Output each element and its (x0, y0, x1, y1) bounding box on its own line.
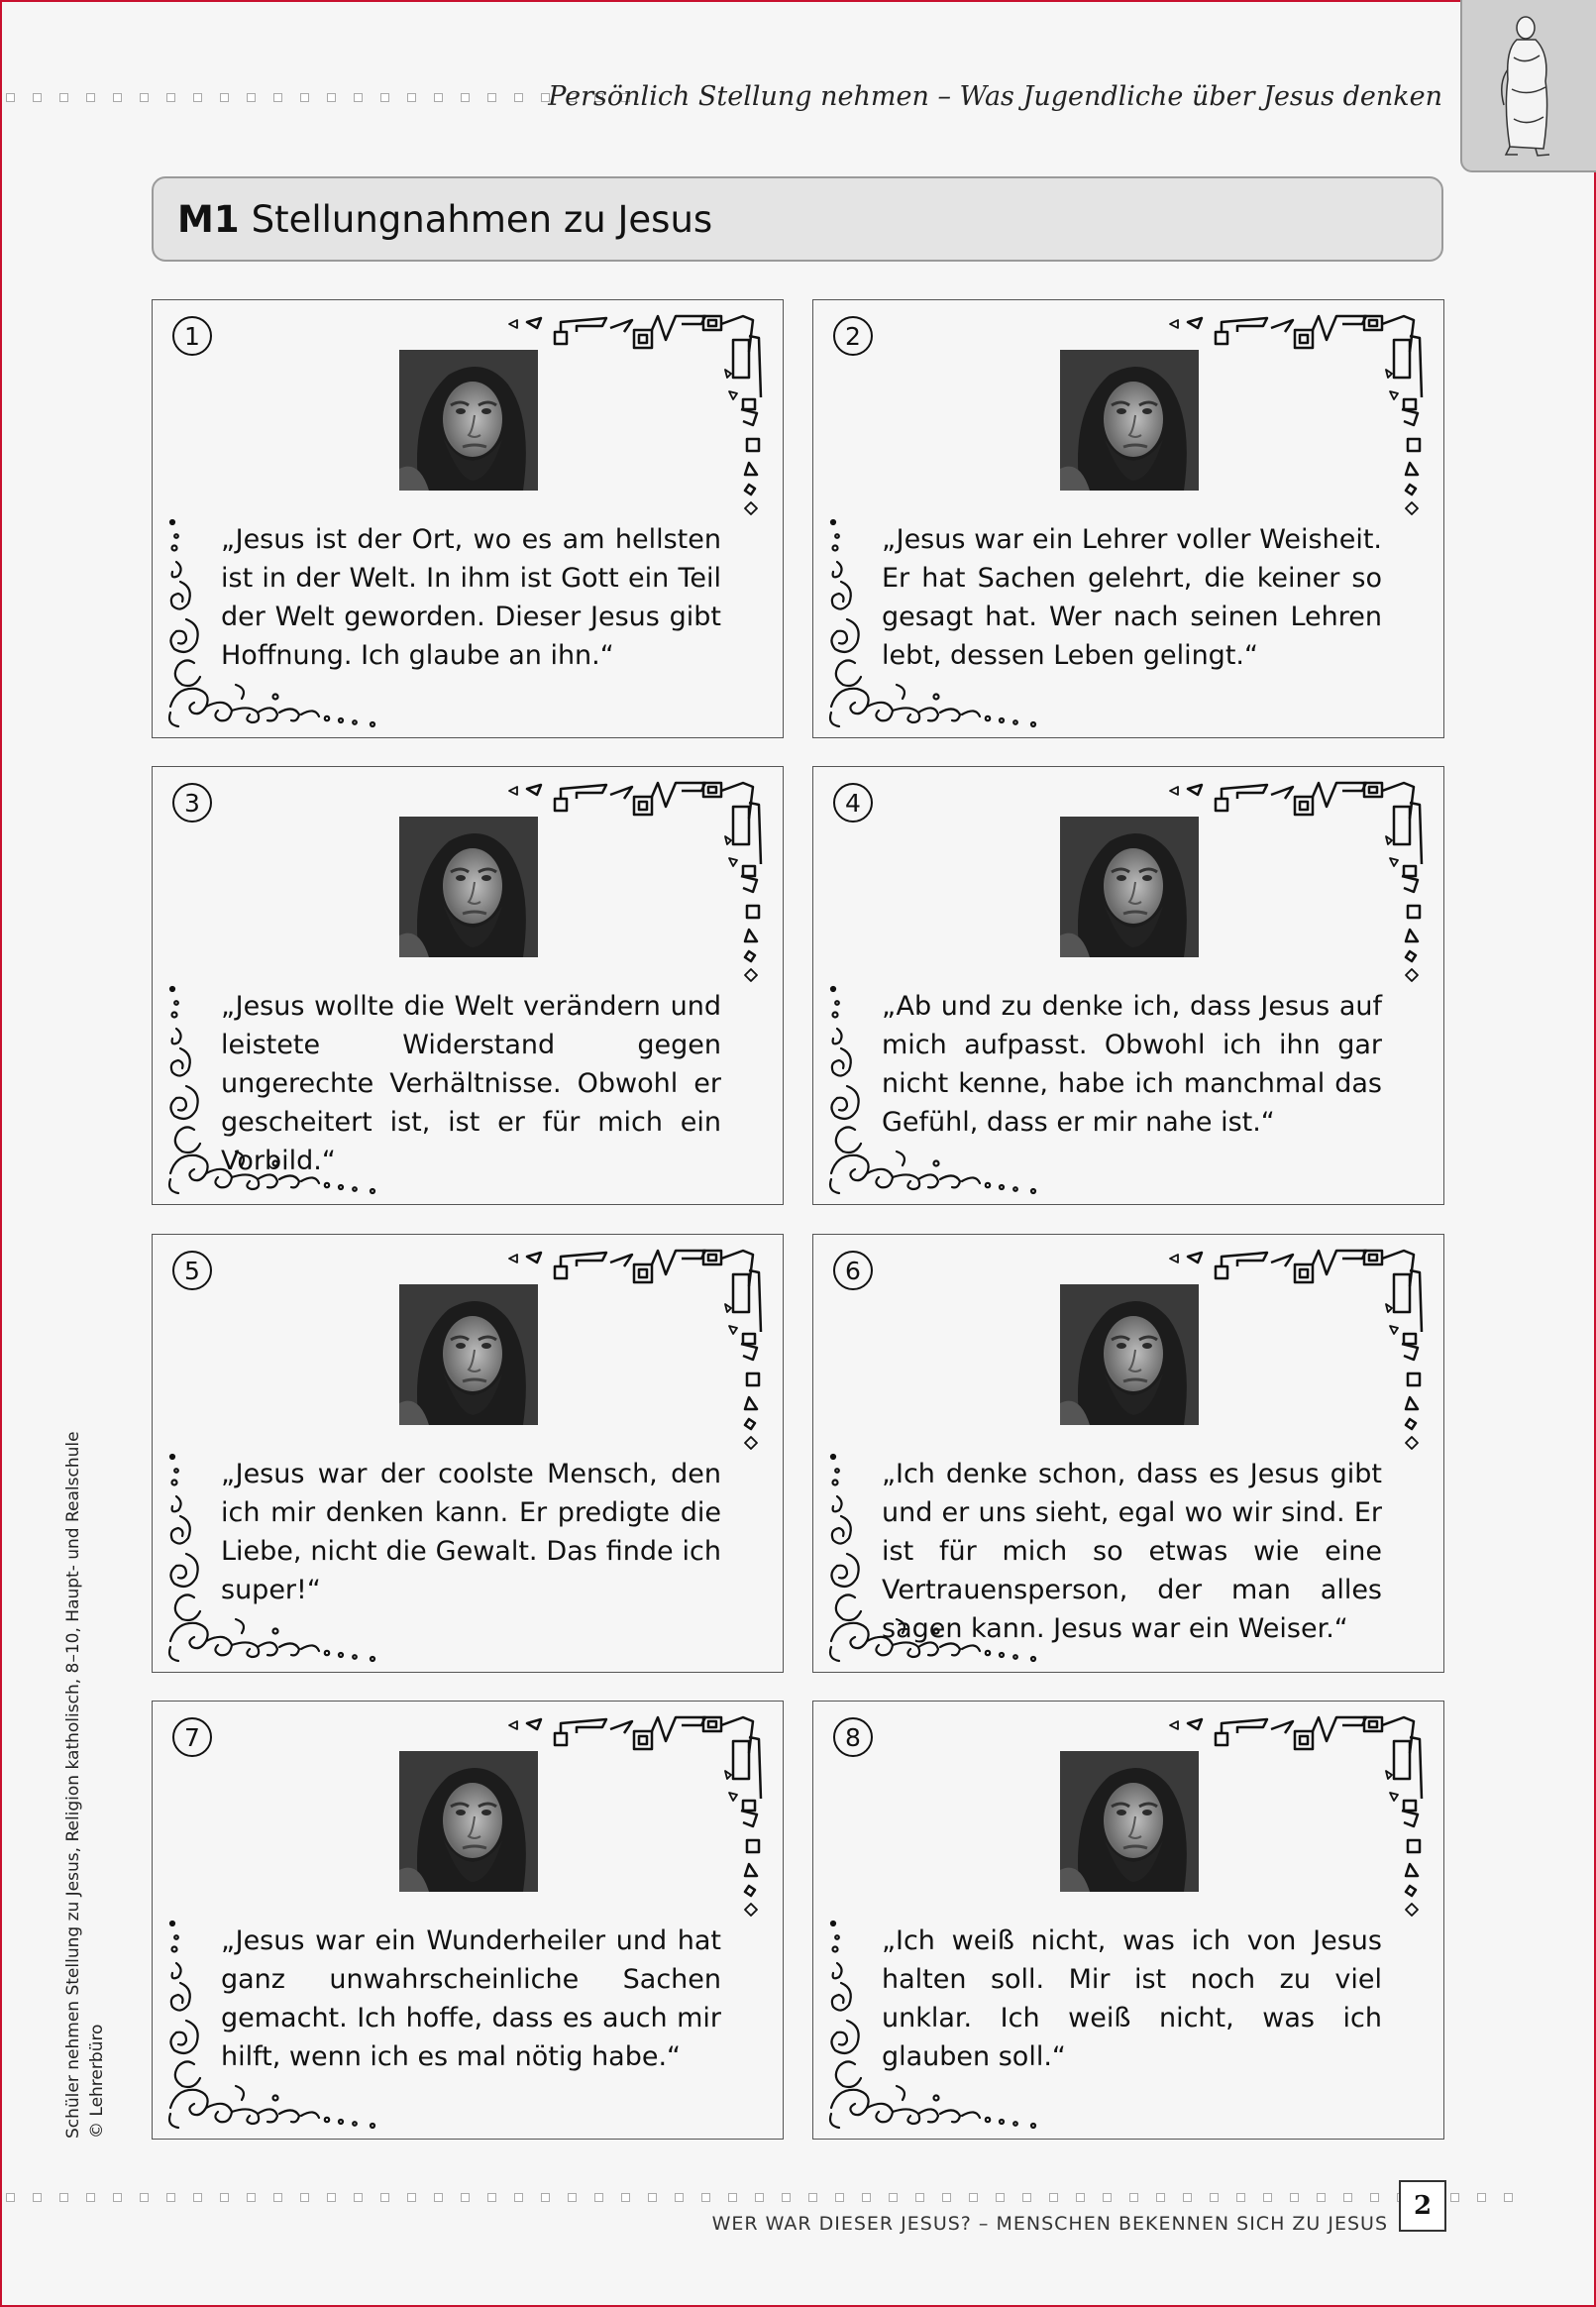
square-dot-icon (140, 93, 149, 102)
square-dot-icon (996, 2193, 1005, 2202)
footer-dot-row (6, 2191, 1513, 2203)
square-dot-icon (220, 2193, 229, 2202)
square-dot-icon (514, 93, 523, 102)
square-dot-icon (1156, 2193, 1165, 2202)
square-dot-icon (273, 2193, 282, 2202)
side-credit-line-1: Schüler nehmen Stellung zu Jesus, Religion katholisch, 8–10, Haupt- und Realschule (63, 1431, 83, 2139)
square-dot-icon (220, 93, 229, 102)
square-dot-icon (621, 2193, 630, 2202)
square-dot-icon (407, 2193, 416, 2202)
statement-card-2 (812, 299, 1444, 738)
ornament-icon (507, 781, 775, 989)
square-dot-icon (380, 93, 389, 102)
statement-card-6 (812, 1234, 1444, 1673)
square-dot-icon (915, 2193, 924, 2202)
corner-tab (1460, 0, 1596, 172)
square-dot-icon (1076, 2193, 1085, 2202)
square-dot-icon (862, 2193, 871, 2202)
card-number: 1 (172, 316, 212, 356)
footer-chapter: WER WAR DIESER JESUS? – MENSCHEN BEKENNEN SICH ZU JESUS (711, 2213, 1388, 2235)
statement-card-8 (812, 1701, 1444, 2140)
square-dot-icon (487, 2193, 496, 2202)
square-dot-icon (1129, 2193, 1138, 2202)
square-dot-icon (675, 2193, 684, 2202)
square-dot-icon (86, 2193, 95, 2202)
statement-card-1 (152, 299, 784, 738)
card-quote: „Ich denke schon, dass es Jesus gibt und er uns sieht, egal wo wir sind. Er ist für mich so etwas wie eine Vertrauensperson, der man alles sagen kann. Jesus war ein Weiser.“ (882, 1459, 1382, 1644)
square-dot-icon (1477, 2193, 1486, 2202)
square-dot-icon (86, 93, 95, 102)
ornament-icon (1168, 781, 1436, 989)
side-credit (61, 1431, 109, 2139)
square-dot-icon (247, 93, 256, 102)
square-dot-icon (808, 2193, 817, 2202)
card-quote: „Jesus ist der Ort, wo es am hellsten ist in der Welt. In ihm ist Gott ein Teil der Welt geworden. Dieser Jesus gibt Hoffnung. Ich glaube an ihn.“ (221, 524, 721, 671)
card-quote: „Jesus war der coolste Mensch, den ich mir denken kann. Er predigte die Liebe, nicht die Gewalt. Das finde ich super!“ (221, 1459, 721, 1605)
square-dot-icon (166, 93, 175, 102)
square-dot-icon (1504, 2193, 1513, 2202)
square-dot-icon (193, 93, 202, 102)
side-credit-line-2: © Lehrerbüro (87, 2024, 107, 2139)
square-dot-icon (300, 93, 309, 102)
square-dot-icon (942, 2193, 951, 2202)
square-dot-icon (782, 2193, 791, 2202)
worksheet-label: M1 (177, 197, 240, 241)
card-quote: „Jesus wollte die Welt verändern und leistete Widerstand gegen ungerechte Verhältnisse. Obwohl er gescheitert ist, ist er für mich ein Vorbild.“ (221, 991, 721, 1176)
square-dot-icon (1103, 2193, 1112, 2202)
square-dot-icon (1450, 2193, 1459, 2202)
square-dot-icon (113, 2193, 122, 2202)
worksheet-title-box (152, 176, 1443, 262)
statement-card-5 (152, 1234, 784, 1673)
square-dot-icon (1317, 2193, 1326, 2202)
statement-card-4 (812, 766, 1444, 1205)
square-dot-icon (755, 2193, 764, 2202)
square-dot-icon (889, 2193, 898, 2202)
card-quote: „Ab und zu denke ich, dass Jesus auf mich aufpasst. Obwohl ich ihn gar nicht kenne, habe ich manchmal das Gefühl, dass er mir nahe ist.“ (882, 991, 1382, 1138)
card-quote: „Jesus war ein Lehrer voller Weisheit. Er hat Sachen gelehrt, die keiner so gesagt hat. Wer nach seinen Lehren lebt, dessen Leben gelingt.“ (882, 524, 1382, 671)
square-dot-icon (59, 2193, 68, 2202)
card-number: 4 (833, 783, 873, 823)
ornament-icon (507, 314, 775, 522)
page-number: 2 (1399, 2180, 1446, 2232)
card-number: 3 (172, 783, 212, 823)
card-number: 7 (172, 1717, 212, 1757)
square-dot-icon (514, 2193, 523, 2202)
square-dot-icon (33, 2193, 42, 2202)
card-quote: „Jesus war ein Wunderheiler und hat ganz unwahrscheinliche Sachen gemacht. Ich hoffe, dass es auch mir hilft, wenn ich es mal nötig habe.“ (221, 1925, 721, 2072)
square-dot-icon (1022, 2193, 1031, 2202)
ornament-icon (1168, 1715, 1436, 1923)
square-dot-icon (1343, 2193, 1352, 2202)
square-dot-icon (835, 2193, 844, 2202)
square-dot-icon (6, 2193, 15, 2202)
square-dot-icon (461, 2193, 470, 2202)
square-dot-icon (1370, 2193, 1379, 2202)
square-dot-icon (568, 2193, 577, 2202)
square-dot-icon (434, 2193, 443, 2202)
square-dot-icon (354, 93, 363, 102)
square-dot-icon (701, 2193, 710, 2202)
square-dot-icon (487, 93, 496, 102)
square-dot-icon (327, 93, 336, 102)
square-dot-icon (434, 93, 443, 102)
square-dot-icon (461, 93, 470, 102)
card-number: 2 (833, 316, 873, 356)
square-dot-icon (1210, 2193, 1219, 2202)
ornament-icon (1168, 1249, 1436, 1457)
ornament-icon (1168, 314, 1436, 522)
square-dot-icon (1049, 2193, 1058, 2202)
statement-card-3 (152, 766, 784, 1205)
square-dot-icon (594, 2193, 603, 2202)
header-title: Persönlich Stellung nehmen – Was Jugendliche über Jesus denken (548, 81, 1442, 112)
robed-figure-icon (1484, 10, 1573, 159)
card-number: 5 (172, 1251, 212, 1290)
square-dot-icon (166, 2193, 175, 2202)
header-dot-row (6, 91, 630, 103)
square-dot-icon (969, 2193, 978, 2202)
square-dot-icon (380, 2193, 389, 2202)
card-number: 6 (833, 1251, 873, 1290)
square-dot-icon (541, 2193, 550, 2202)
square-dot-icon (354, 2193, 363, 2202)
ornament-icon (507, 1249, 775, 1457)
card-number: 8 (833, 1717, 873, 1757)
square-dot-icon (300, 2193, 309, 2202)
square-dot-icon (140, 2193, 149, 2202)
square-dot-icon (193, 2193, 202, 2202)
square-dot-icon (273, 93, 282, 102)
square-dot-icon (327, 2193, 336, 2202)
ornament-icon (507, 1715, 775, 1923)
statement-card-7 (152, 1701, 784, 2140)
square-dot-icon (113, 93, 122, 102)
square-dot-icon (407, 93, 416, 102)
square-dot-icon (1236, 2193, 1245, 2202)
square-dot-icon (1263, 2193, 1272, 2202)
square-dot-icon (1290, 2193, 1299, 2202)
square-dot-icon (33, 93, 42, 102)
square-dot-icon (6, 93, 15, 102)
square-dot-icon (648, 2193, 657, 2202)
square-dot-icon (247, 2193, 256, 2202)
square-dot-icon (1183, 2193, 1192, 2202)
square-dot-icon (728, 2193, 737, 2202)
card-quote: „Ich weiß nicht, was ich von Jesus halten soll. Mir ist noch zu viel unklar. Ich weiß nicht, was ich glauben soll.“ (882, 1925, 1382, 2072)
square-dot-icon (59, 93, 68, 102)
worksheet-title: Stellungnahmen zu Jesus (251, 197, 713, 241)
